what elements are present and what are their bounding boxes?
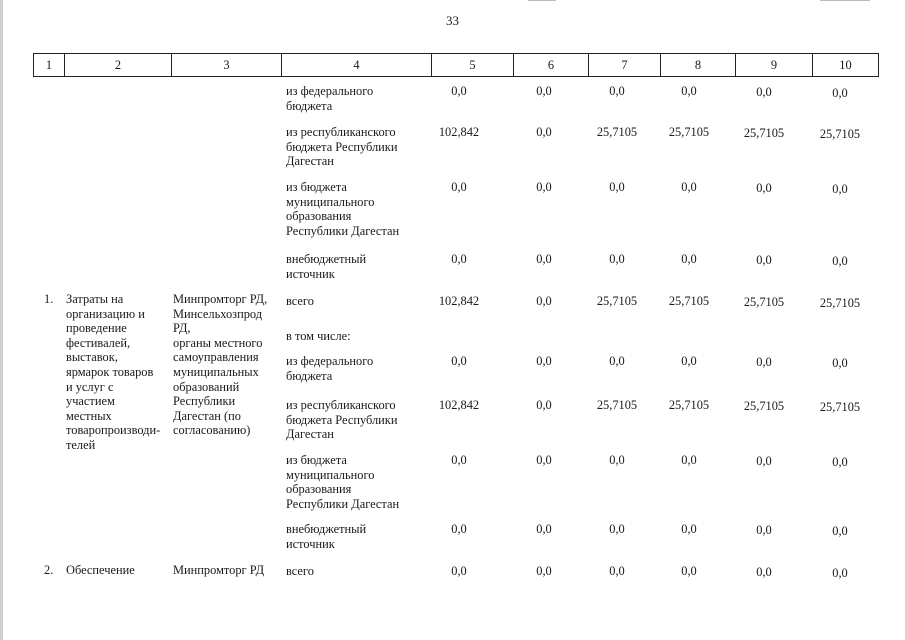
column-header: 8 xyxy=(661,54,736,77)
funding-source-label: внебюджетный источник xyxy=(286,522,367,551)
table-cell-value: 0,0 xyxy=(609,453,625,467)
table-cell-value: 0,0 xyxy=(832,254,848,268)
table-cell-value: 0,0 xyxy=(451,252,467,266)
table-cell-value: 0,0 xyxy=(536,84,552,98)
table-cell-value: 0,0 xyxy=(609,522,625,536)
table-cell-value: 0,0 xyxy=(832,86,848,100)
table-cell-value: 25,7105 xyxy=(743,399,785,413)
funding-source-label: из бюджета муниципального образования Республики Дагестан xyxy=(286,180,400,238)
column-header: 6 xyxy=(514,54,589,77)
funding-source-label: из федерального бюджета xyxy=(286,84,374,113)
table-cell-value: 0,0 xyxy=(756,85,772,99)
table-cell-value: 25,7105 xyxy=(668,294,710,308)
table-cell-value: 0,0 xyxy=(536,453,552,467)
table-cell-value: 0,0 xyxy=(536,180,552,194)
funding-source-label: из республиканского бюджета Республики Дагестан xyxy=(286,125,398,169)
item-title: Обеспечение xyxy=(66,563,135,577)
table-cell-value: 25,7105 xyxy=(668,125,710,139)
table-cell-value: 0,0 xyxy=(536,294,552,308)
item-executor: Минпромторг РД xyxy=(173,563,265,577)
table-cell-value: 0,0 xyxy=(681,252,697,266)
column-header: 9 xyxy=(736,54,813,77)
table-cell-value: 0,0 xyxy=(536,522,552,536)
table-cell-value: 25,7105 xyxy=(668,398,710,412)
funding-source-label: всего xyxy=(286,564,314,578)
table-cell-value: 0,0 xyxy=(536,398,552,412)
table-cell-value: 0,0 xyxy=(451,84,467,98)
column-header: 3 xyxy=(172,54,282,77)
table-cell-value: 0,0 xyxy=(681,453,697,467)
column-header: 4 xyxy=(282,54,432,77)
table-cell-value: 25,7105 xyxy=(819,127,861,141)
scan-mark-top xyxy=(528,0,556,1)
table-cell-value: 0,0 xyxy=(756,253,772,267)
table-cell-value: 0,0 xyxy=(681,180,697,194)
table-cell-value: 0,0 xyxy=(832,182,848,196)
funding-source-label: в том числе: xyxy=(286,329,351,343)
table-cell-value: 0,0 xyxy=(609,84,625,98)
table-cell-value: 25,7105 xyxy=(743,295,785,309)
table-cell-value: 25,7105 xyxy=(819,296,861,310)
table-cell-value: 0,0 xyxy=(451,354,467,368)
table-cell-value: 0,0 xyxy=(832,566,848,580)
table-cell-value: 0,0 xyxy=(451,522,467,536)
table-cell-value: 25,7105 xyxy=(819,400,861,414)
scan-edge-left xyxy=(0,0,3,640)
table-cell-value: 0,0 xyxy=(756,454,772,468)
table-cell-value: 0,0 xyxy=(536,354,552,368)
column-header: 5 xyxy=(432,54,514,77)
table-cell-value: 0,0 xyxy=(832,524,848,538)
page-number: 33 xyxy=(446,13,459,28)
funding-source-label: внебюджетный источник xyxy=(286,252,367,281)
table-cell-value: 0,0 xyxy=(609,252,625,266)
column-header: 2 xyxy=(65,54,172,77)
table-cell-value: 0,0 xyxy=(832,356,848,370)
item-number: 2. xyxy=(44,563,54,577)
column-header: 10 xyxy=(813,54,879,77)
table-cell-value: 102,842 xyxy=(438,125,480,139)
item-executor: Минпромторг РД, Минсельхозпрод РД, органы местного самоуправления муниципальных образований Республики Дагестан (по согласованию) xyxy=(173,292,268,438)
table-cell-value: 25,7105 xyxy=(596,125,638,139)
table-cell-value: 102,842 xyxy=(438,398,480,412)
funding-source-label: из бюджета муниципального образования Республики Дагестан xyxy=(286,453,400,511)
table-cell-value: 0,0 xyxy=(681,522,697,536)
item-number: 1. xyxy=(44,292,54,306)
table-cell-value: 0,0 xyxy=(451,180,467,194)
funding-source-label: из федерального бюджета xyxy=(286,354,374,383)
table-cell-value: 0,0 xyxy=(451,564,467,578)
table-cell-value: 0,0 xyxy=(609,180,625,194)
table-cell-value: 0,0 xyxy=(756,565,772,579)
table-cell-value: 0,0 xyxy=(832,455,848,469)
column-header: 7 xyxy=(589,54,661,77)
table-cell-value: 0,0 xyxy=(536,252,552,266)
table-cell-value: 0,0 xyxy=(681,564,697,578)
table-cell-value: 0,0 xyxy=(681,354,697,368)
table-cell-value: 0,0 xyxy=(609,354,625,368)
column-header-row xyxy=(33,53,879,77)
item-title: Затраты на организацию и проведение фестивалей, выставок, ярмарок товаров и услуг с участием местных товаропроизводи- телей xyxy=(66,292,161,452)
table-cell-value: 0,0 xyxy=(451,453,467,467)
table-cell-value: 25,7105 xyxy=(743,126,785,140)
table-cell-value: 0,0 xyxy=(536,125,552,139)
table-cell-value: 0,0 xyxy=(609,564,625,578)
table-cell-value: 102,842 xyxy=(438,294,480,308)
scan-mark-top-right xyxy=(820,0,870,1)
table-cell-value: 25,7105 xyxy=(596,294,638,308)
table-cell-value: 25,7105 xyxy=(596,398,638,412)
table-cell-value: 0,0 xyxy=(756,355,772,369)
table-cell-value: 0,0 xyxy=(536,564,552,578)
column-header: 1 xyxy=(34,54,65,77)
table-cell-value: 0,0 xyxy=(756,523,772,537)
table-cell-value: 0,0 xyxy=(756,181,772,195)
funding-source-label: из республиканского бюджета Республики Дагестан xyxy=(286,398,398,442)
table-cell-value: 0,0 xyxy=(681,84,697,98)
funding-source-label: всего xyxy=(286,294,314,308)
